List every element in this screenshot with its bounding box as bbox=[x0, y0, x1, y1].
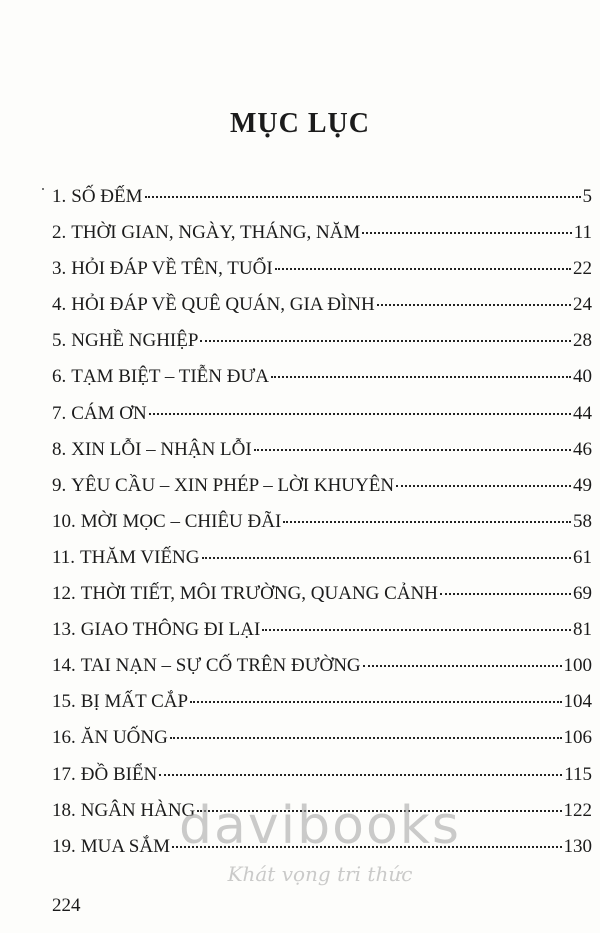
toc-entry-number: 8. bbox=[52, 438, 67, 460]
toc-entry-page: 122 bbox=[563, 799, 592, 821]
watermark-logo: davibooks bbox=[179, 796, 461, 856]
toc-entry-number: 18. bbox=[52, 799, 76, 821]
toc-entry-page: 69 bbox=[573, 583, 592, 605]
toc-entry-label: ĐỒ BIỂN bbox=[80, 763, 158, 785]
toc-entry-label: MUA SẮM bbox=[80, 835, 170, 857]
toc-entry bbox=[52, 691, 592, 727]
dot-leader bbox=[362, 232, 571, 234]
toc-entry-label: CÁM ƠN bbox=[71, 402, 147, 424]
toc-entry-number: 15. bbox=[52, 691, 76, 713]
toc-entry-page: 22 bbox=[573, 258, 592, 280]
toc-entry bbox=[52, 727, 592, 763]
page-number: 224 bbox=[52, 895, 81, 916]
toc-entry-page: 58 bbox=[573, 510, 592, 532]
toc-entry-page: 49 bbox=[573, 474, 592, 496]
toc-entry bbox=[52, 583, 592, 619]
toc-entry-number: 6. bbox=[52, 366, 67, 388]
toc-entry-page: 115 bbox=[564, 763, 592, 785]
toc-entry-label: HỎI ĐÁP VỀ TÊN, TUỔI bbox=[71, 258, 273, 280]
table-of-contents bbox=[52, 186, 592, 872]
toc-entry bbox=[52, 655, 592, 691]
dot-leader bbox=[190, 701, 561, 703]
toc-entry-number: 14. bbox=[52, 655, 76, 677]
toc-entry-page: 40 bbox=[573, 366, 592, 388]
toc-entry-number: 11. bbox=[52, 546, 76, 568]
page-title: MỤC LỤC bbox=[230, 108, 370, 139]
dot-leader bbox=[275, 268, 571, 270]
toc-entry-page: 44 bbox=[573, 402, 592, 424]
dot-leader bbox=[262, 629, 571, 631]
toc-entry-label: BỊ MẤT CẮP bbox=[80, 691, 189, 713]
toc-entry bbox=[52, 475, 592, 511]
toc-entry-page: 81 bbox=[573, 619, 592, 641]
toc-entry bbox=[52, 547, 592, 583]
toc-entry-number: 3. bbox=[52, 258, 67, 280]
toc-entry-label: SỐ ĐẾM bbox=[71, 186, 143, 207]
toc-entry-label: THỜI GIAN, NGÀY, THÁNG, NĂM bbox=[71, 222, 361, 244]
toc-entry bbox=[52, 764, 592, 800]
toc-entry-page: 104 bbox=[563, 691, 592, 713]
dot-leader bbox=[377, 304, 571, 306]
toc-entry-label: ĂN UỐNG bbox=[80, 727, 168, 749]
toc-entry-number: 19. bbox=[52, 835, 76, 857]
toc-entry-page: 28 bbox=[573, 330, 592, 352]
toc-entry-page: 11 bbox=[573, 222, 592, 244]
toc-entry-number: 1. bbox=[52, 186, 67, 207]
toc-entry-number: 12. bbox=[52, 583, 76, 605]
toc-entry-page: 100 bbox=[563, 655, 592, 677]
dot-leader bbox=[254, 449, 571, 451]
toc-entry-number: 7. bbox=[52, 402, 67, 424]
toc-entry-number: 17. bbox=[52, 763, 76, 785]
toc-entry-page: 61 bbox=[573, 546, 592, 568]
dot-leader bbox=[202, 557, 572, 559]
toc-entry bbox=[52, 294, 592, 330]
toc-entry-label: THỜI TIẾT, MÔI TRƯỜNG, QUANG CẢNH bbox=[80, 583, 438, 605]
toc-entry bbox=[52, 511, 592, 547]
toc-entry-label: TAI NẠN – SỰ CỐ TRÊN ĐƯỜNG bbox=[80, 655, 361, 677]
toc-entry-label: YÊU CẦU – XIN PHÉP – LỜI KHUYÊN bbox=[71, 474, 395, 496]
toc-entry-page: 46 bbox=[573, 438, 592, 460]
watermark-slogan: Khát vọng tri thức bbox=[227, 862, 413, 886]
toc-entry bbox=[52, 330, 592, 366]
toc-entry-label: THĂM VIẾNG bbox=[80, 546, 200, 568]
toc-entry-number: 10. bbox=[52, 510, 76, 532]
dot-leader bbox=[159, 774, 562, 776]
toc-entry-number: 2. bbox=[52, 222, 67, 244]
toc-entry bbox=[52, 186, 592, 222]
toc-entry-number: 4. bbox=[52, 294, 67, 316]
toc-entry-page: 5 bbox=[582, 186, 592, 207]
dot-leader bbox=[440, 593, 571, 595]
toc-entry bbox=[52, 366, 592, 402]
toc-entry-label: NGÂN HÀNG bbox=[80, 799, 196, 821]
toc-entry-label: NGHỀ NGHIỆP bbox=[71, 330, 199, 352]
dot-leader bbox=[271, 376, 571, 378]
toc-entry-number: 16. bbox=[52, 727, 76, 749]
watermark bbox=[150, 796, 490, 886]
dot-leader bbox=[396, 485, 571, 487]
toc-entry-number: 5. bbox=[52, 330, 67, 352]
toc-entry-label: HỎI ĐÁP VỀ QUÊ QUÁN, GIA ĐÌNH bbox=[71, 294, 375, 316]
dot-leader bbox=[363, 665, 562, 667]
toc-entry-label: MỜI MỌC – CHIÊU ĐÃI bbox=[80, 510, 282, 532]
toc-entry bbox=[52, 403, 592, 439]
toc-entry-page: 24 bbox=[573, 294, 592, 316]
toc-entry-label: XIN LỖI – NHẬN LỖI bbox=[71, 438, 252, 460]
toc-entry bbox=[52, 439, 592, 475]
toc-entry-page: 106 bbox=[563, 727, 592, 749]
dot-leader bbox=[283, 521, 571, 523]
toc-entry bbox=[52, 258, 592, 294]
toc-entry-page: 130 bbox=[563, 835, 592, 857]
toc-entry-number: 13. bbox=[52, 619, 76, 641]
toc-entry bbox=[52, 222, 592, 258]
toc-entry-number: 9. bbox=[52, 474, 67, 496]
toc-entry-label: TẠM BIỆT – TIỄN ĐƯA bbox=[71, 366, 269, 388]
toc-entry bbox=[52, 619, 592, 655]
dot-leader bbox=[170, 737, 562, 739]
dot-leader bbox=[149, 413, 571, 415]
dot-leader bbox=[145, 196, 581, 198]
dot-leader bbox=[200, 340, 571, 342]
print-speck bbox=[42, 188, 44, 190]
toc-entry-label: GIAO THÔNG ĐI LẠI bbox=[80, 619, 261, 641]
